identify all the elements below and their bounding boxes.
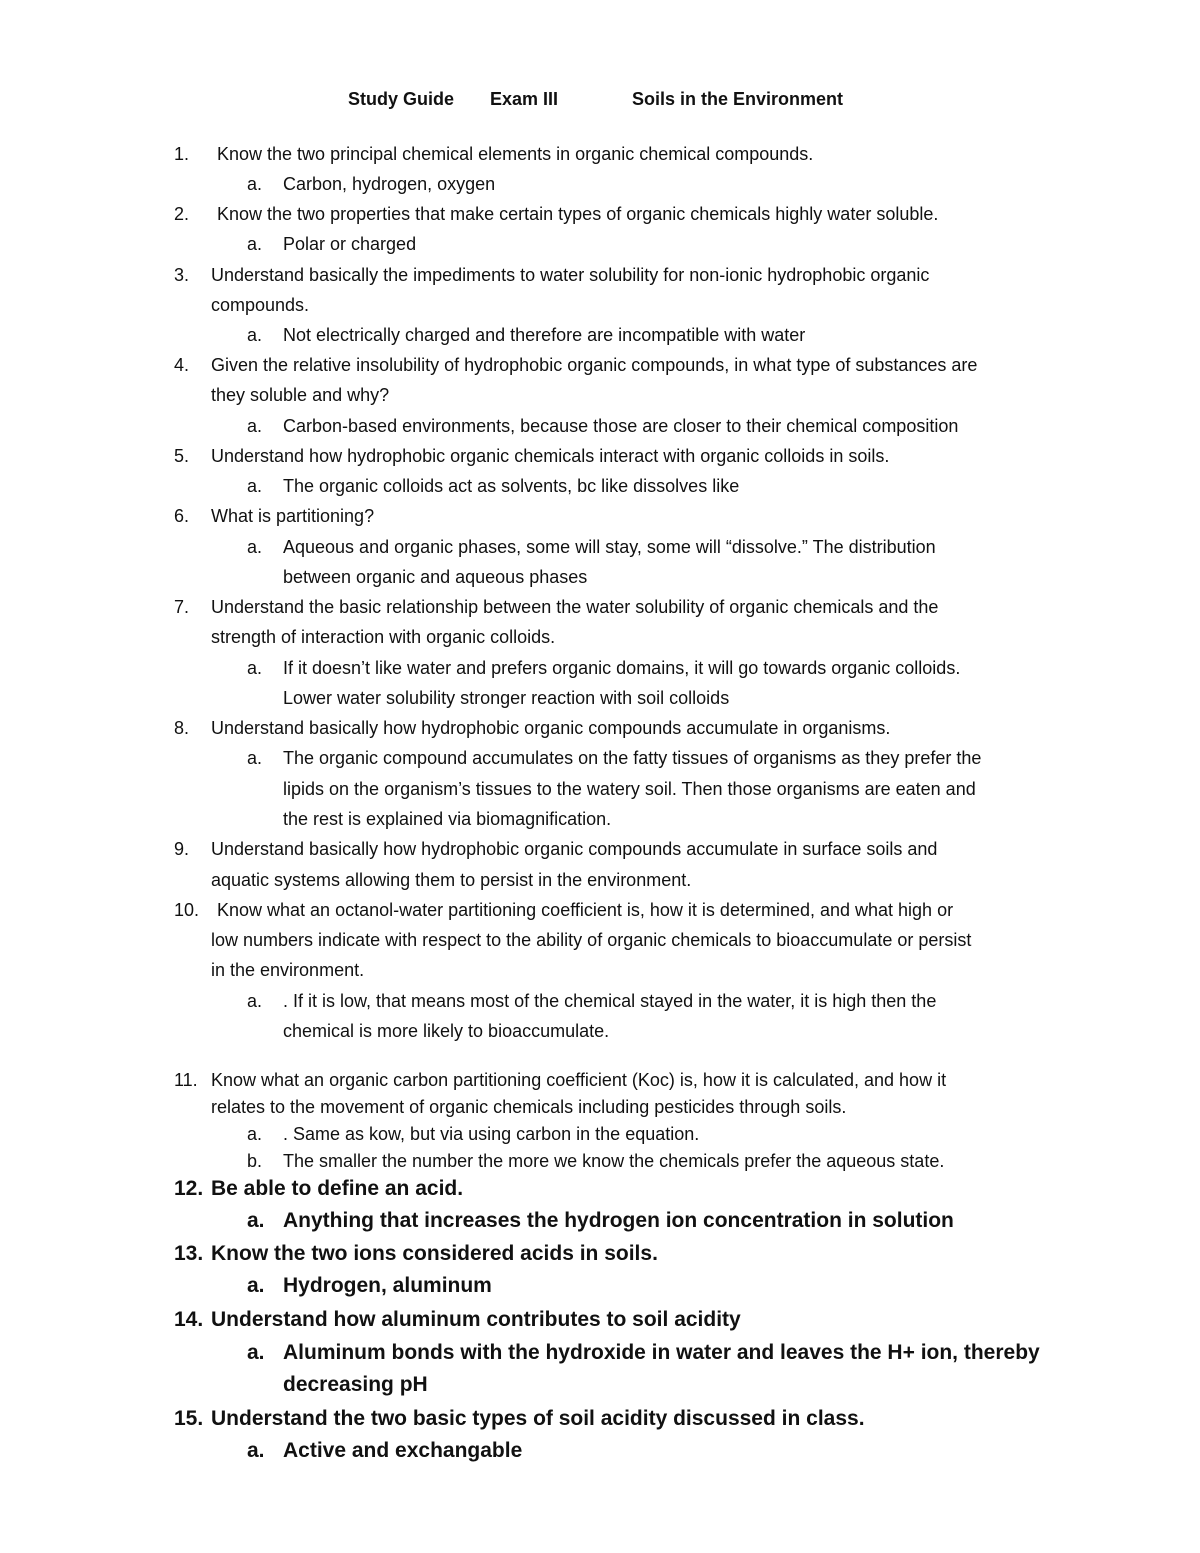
answer-text: lipids on the organism’s tissues to the watery soil. Then those organisms are eaten and (283, 779, 976, 799)
question-text: Know the two ions considered acids in soils. (211, 1242, 658, 1265)
answer-text: Aluminum bonds with the hydroxide in water and leaves the H+ ion, thereby (283, 1341, 1040, 1364)
answer-text: The organic colloids act as solvents, bc like dissolves like (283, 476, 740, 496)
answer-letter: a. (247, 416, 263, 436)
question-text: Given the relative insolubility of hydrophobic organic compounds, in what type of substances are (211, 355, 978, 375)
answer-text: decreasing pH (283, 1373, 428, 1396)
question-text: Know what an octanol-water partitioning coefficient is, how it is determined, and what high or (217, 900, 954, 920)
item-number: 6. (174, 506, 190, 526)
answer-text: Lower water solubility stronger reaction with soil colloids (283, 688, 730, 708)
question-text: Understand how hydrophobic organic chemicals interact with organic colloids in soils. (211, 446, 890, 466)
answer-letter: a. (247, 991, 263, 1011)
answer-text: Carbon, hydrogen, oxygen (283, 174, 496, 194)
question-text: in the environment. (211, 960, 365, 980)
question-text: Understand the basic relationship between the water solubility of organic chemicals and the (211, 597, 939, 617)
question-text: Understand the two basic types of soil acidity discussed in class. (211, 1407, 865, 1430)
question-text: aquatic systems allowing them to persist in the environment. (211, 870, 692, 890)
answer-text: the rest is explained via biomagnification. (283, 809, 612, 829)
question-text: Know what an organic carbon partitioning coefficient (Koc) is, how it is calculated, and how it (211, 1070, 947, 1090)
question-text: Know the two principal chemical elements in organic chemical compounds. (217, 144, 814, 164)
answer-letter: a. (247, 1341, 265, 1364)
answer-letter: a. (247, 174, 263, 194)
answer-letter: a. (247, 1274, 265, 1297)
item-number: 5. (174, 446, 190, 466)
answer-text: Polar or charged (283, 234, 417, 254)
answer-letter: a. (247, 325, 263, 345)
question-text: they soluble and why? (211, 385, 390, 405)
answer-letter: a. (247, 1124, 263, 1144)
answer-text: Active and exchangable (283, 1439, 523, 1462)
answer-text: Carbon-based environments, because those are closer to their chemical composition (283, 416, 959, 436)
item-number: 14. (174, 1308, 204, 1331)
question-text: strength of interaction with organic colloids. (211, 627, 556, 647)
answer-text: Anything that increases the hydrogen ion concentration in solution (283, 1209, 954, 1232)
question-text: Understand basically how hydrophobic organic compounds accumulate in surface soils and (211, 839, 938, 859)
answer-letter: a. (247, 1439, 265, 1462)
question-text: relates to the movement of organic chemicals including pesticides through soils. (211, 1097, 847, 1117)
question-text: Understand how aluminum contributes to soil acidity (211, 1308, 741, 1331)
question-text: compounds. (211, 295, 310, 315)
item-number: 3. (174, 265, 190, 285)
answer-text: Not electrically charged and therefore are incompatible with water (283, 325, 806, 345)
question-text: Be able to define an acid. (211, 1177, 464, 1200)
item-number: 7. (174, 597, 190, 617)
answer-letter: a. (247, 748, 263, 768)
answer-letter: a. (247, 537, 263, 557)
answer-letter: b. (247, 1151, 263, 1171)
answer-text: If it doesn’t like water and prefers organic domains, it will go towards organic colloids. (283, 658, 961, 678)
question-text: Understand basically how hydrophobic organic compounds accumulate in organisms. (211, 718, 891, 738)
item-number: 10. (174, 900, 200, 920)
item-number: 15. (174, 1407, 204, 1430)
answer-letter: a. (247, 658, 263, 678)
question-text: Know the two properties that make certain types of organic chemicals highly water soluble. (217, 204, 939, 224)
answer-text: between organic and aqueous phases (283, 567, 588, 587)
item-number: 8. (174, 718, 190, 738)
item-number: 11. (174, 1070, 198, 1090)
answer-letter: a. (247, 1209, 265, 1232)
exam-label: Exam III (490, 89, 559, 109)
item-number: 4. (174, 355, 190, 375)
item-number: 12. (174, 1177, 204, 1200)
question-text: low numbers indicate with respect to the ability of organic chemicals to bioaccumulate or persist (211, 930, 972, 950)
question-text: Understand basically the impediments to water solubility for non-ionic hydrophobic organic (211, 265, 930, 285)
answer-text: The organic compound accumulates on the fatty tissues of organisms as they prefer the (283, 748, 982, 768)
answer-text: Hydrogen, aluminum (283, 1274, 492, 1297)
answer-text: The smaller the number the more we know the chemicals prefer the aqueous state. (283, 1151, 945, 1171)
item-number: 9. (174, 839, 190, 859)
course-label: Study Guide (348, 89, 455, 109)
answer-text: chemical is more likely to bioaccumulate. (283, 1021, 610, 1041)
item-number: 13. (174, 1242, 204, 1265)
answer-text: . Same as kow, but via using carbon in the equation. (283, 1124, 700, 1144)
answer-letter: a. (247, 234, 263, 254)
item-number: 2. (174, 204, 190, 224)
answer-text: Aqueous and organic phases, some will stay, some will “dissolve.” The distribution (283, 537, 936, 557)
question-text: What is partitioning? (211, 506, 375, 526)
item-number: 1. (174, 144, 190, 164)
answer-letter: a. (247, 476, 263, 496)
answer-text: . If it is low, that means most of the chemical stayed in the water, it is high then the (283, 991, 937, 1011)
subject-label: Soils in the Environment (632, 89, 844, 109)
